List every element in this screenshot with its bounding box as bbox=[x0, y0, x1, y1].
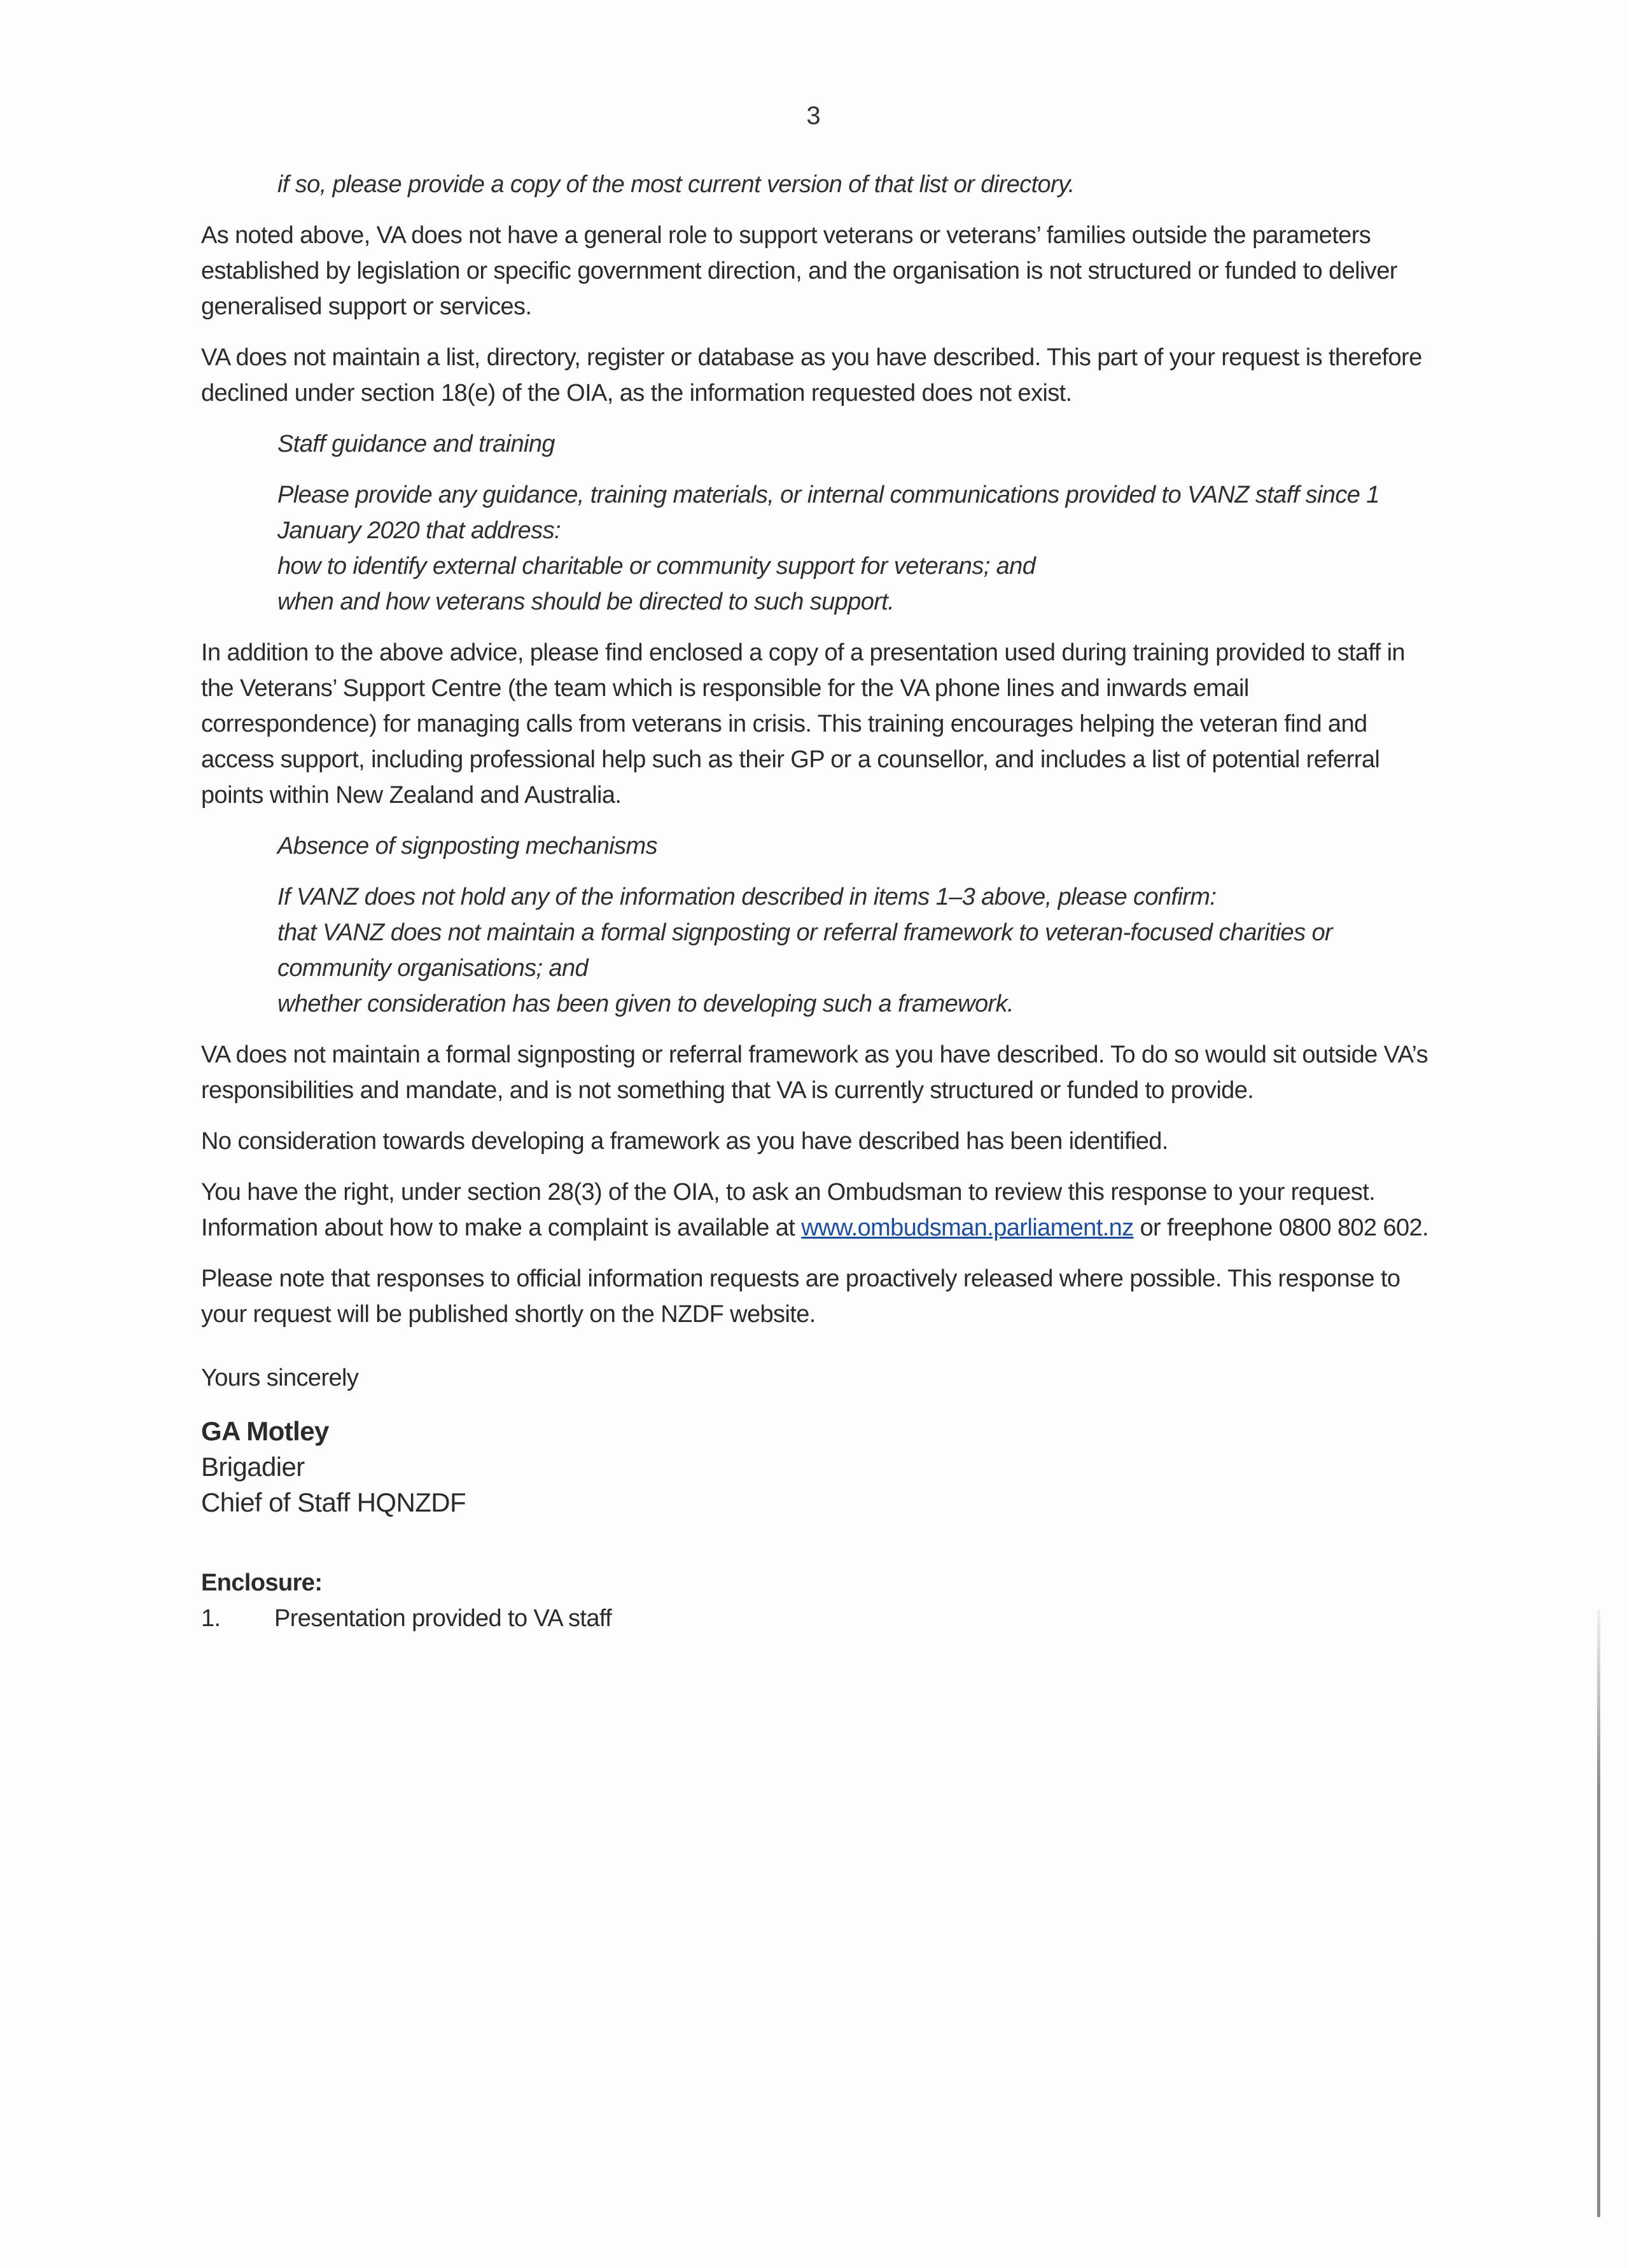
enclosure-section bbox=[201, 1565, 1429, 1636]
signature-block bbox=[201, 1414, 1429, 1520]
quoted-line: that VANZ does not maintain a formal signposting or referral framework to veteran-focused charities or community organisations; and bbox=[277, 919, 1333, 982]
paragraph-noted-above: As noted above, VA does not have a general role to support veterans or veterans’ families outside the parameters established by legislation or specific government direction, and the organisation is not structured or funded to deliver generalised support or services. bbox=[201, 222, 1397, 320]
section-heading-absence: Absence of signposting mechanisms bbox=[277, 833, 657, 859]
quoted-request-continuation bbox=[201, 167, 1429, 202]
paragraph-ombudsman bbox=[201, 1174, 1429, 1246]
ombudsman-text-after: or freephone 0800 802 602. bbox=[1133, 1214, 1428, 1241]
paragraph-no-framework: VA does not maintain a formal signposting or referral framework as you have described. To do so would sit outside VA’s responsibilities and mandate, and is not something that VA is currently structured or funded to provide. bbox=[201, 1041, 1428, 1104]
ombudsman-text-before: You have the right, under section 28(3) of the OIA, to ask an Ombudsman to review this response to your request. Information about how to make a complaint is available at bbox=[201, 1179, 1376, 1241]
quoted-line: if so, please provide a copy of the most current version of that list or directory. bbox=[277, 171, 1075, 198]
quoted-line: how to identify external charitable or community support for veterans; and bbox=[277, 553, 1036, 580]
scan-edge-artifact bbox=[1597, 1610, 1600, 2217]
enclosure-item-number: 1. bbox=[201, 1605, 221, 1632]
quoted-line: whether consideration has been given to developing such a framework. bbox=[277, 991, 1014, 1017]
quoted-request-staff-guidance bbox=[201, 477, 1429, 620]
signatory-title: Chief of Staff HQNZDF bbox=[201, 1487, 466, 1517]
quoted-line: when and how veterans should be directed to such support. bbox=[277, 588, 895, 615]
enclosure-title: Enclosure: bbox=[201, 1569, 323, 1596]
ombudsman-link[interactable]: www.ombudsman.parliament.nz bbox=[801, 1214, 1134, 1241]
page-number: 3 bbox=[806, 102, 821, 130]
letter-body bbox=[201, 167, 1429, 1636]
quoted-request-absence bbox=[201, 879, 1429, 1022]
signatory-rank: Brigadier bbox=[201, 1452, 305, 1482]
signatory-name: GA Motley bbox=[201, 1416, 329, 1446]
enclosure-item-text: Presentation provided to VA staff bbox=[274, 1605, 612, 1632]
paragraph-proactive-release: Please note that responses to official information requests are proactively released where possible. This response to your request will be published shortly on the NZDF website. bbox=[201, 1265, 1400, 1328]
paragraph-no-consideration: No consideration towards developing a framework as you have described has been identified. bbox=[201, 1128, 1168, 1155]
closing-salutation: Yours sincerely bbox=[201, 1365, 359, 1391]
enclosure-item bbox=[201, 1601, 1429, 1636]
paragraph-no-list: VA does not maintain a list, directory, register or database as you have described. This part of your request is therefore declined under section 18(e) of the OIA, as the information requested does not exist. bbox=[201, 344, 1422, 407]
quoted-line: Please provide any guidance, training materials, or internal communications provided to VANZ staff since 1 January 2020 that address: bbox=[277, 482, 1379, 544]
section-heading-staff-guidance: Staff guidance and training bbox=[277, 431, 555, 457]
paragraph-training: In addition to the above advice, please find enclosed a copy of a presentation used during training provided to staff in the Veterans’ Support Centre (the team which is responsible for the VA phone lines and inwards email correspondence) for managing calls from veterans in crisis. This training encourages helping the veteran find and access support, including professional help such as their GP or a counsellor, and includes a list of potential referral points within New Zealand and Australia. bbox=[201, 639, 1405, 809]
quoted-line: If VANZ does not hold any of the information described in items 1–3 above, please confirm: bbox=[277, 884, 1217, 910]
